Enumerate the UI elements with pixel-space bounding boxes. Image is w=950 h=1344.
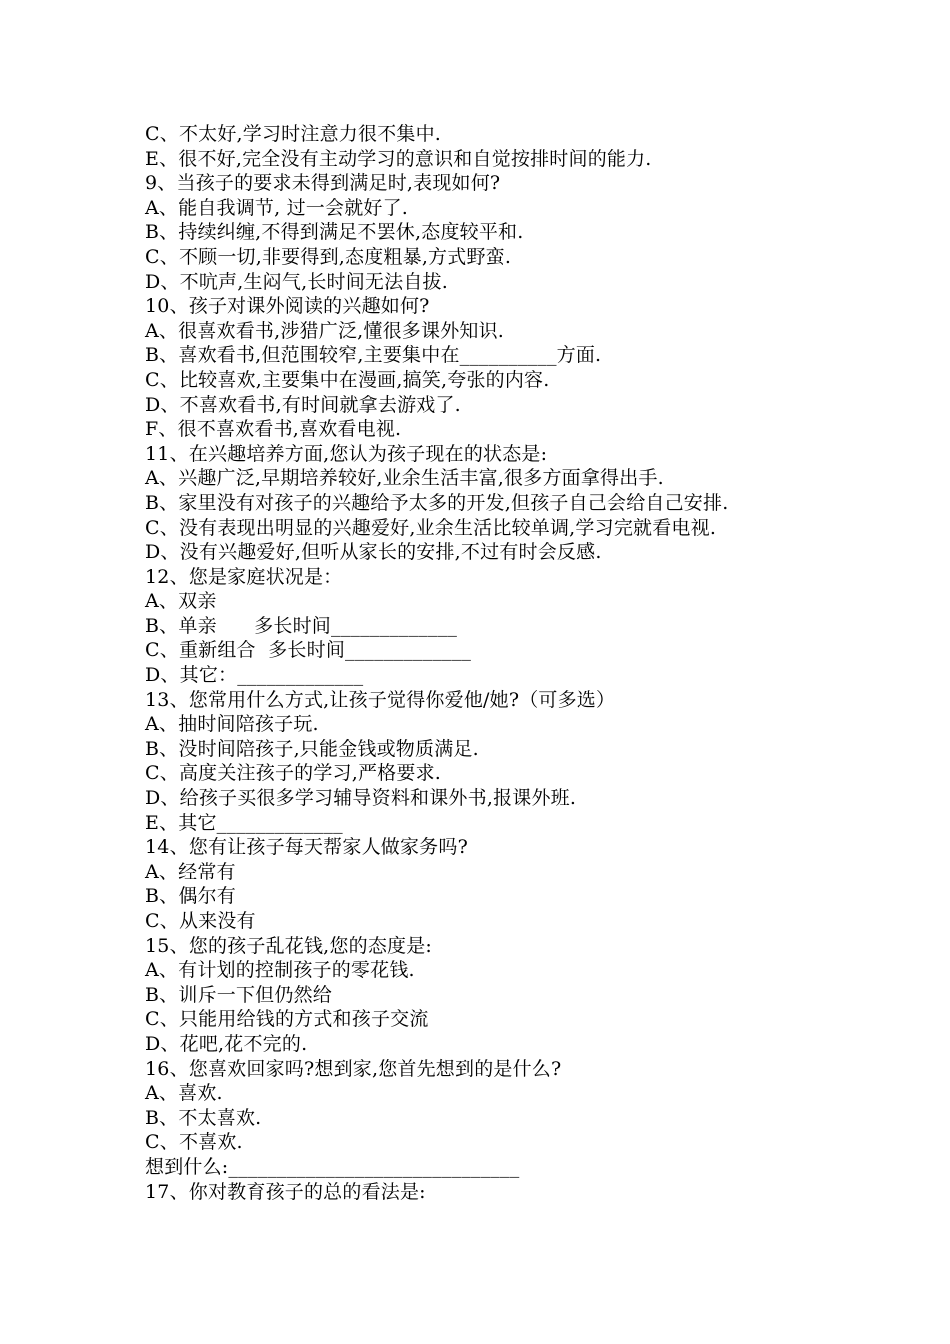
option-line: F、很不喜欢看书,喜欢看电视. [145, 418, 402, 441]
option-line: C、不喜欢. [145, 1131, 243, 1154]
option-line: B、没时间陪孩子,只能金钱或物质满足. [145, 737, 479, 760]
option-line: A、抽时间陪孩子玩. [145, 713, 319, 736]
option-line: A、很喜欢看书,涉猎广泛,懂很多课外知识. [145, 319, 505, 342]
question-line: 15、您的孩子乱花钱,您的态度是: [145, 934, 433, 957]
question-line: 10、孩子对课外阅读的兴趣如何? [145, 295, 430, 318]
option-line: A、喜欢. [145, 1082, 223, 1105]
option-line: D、花吧,花不完的. [145, 1032, 308, 1055]
option-line: B、持续纠缠,不得到满足不罢休,态度较平和. [145, 221, 524, 244]
questionnaire-page [145, 122, 865, 1204]
option-line: D、不喜欢看书,有时间就拿去游戏了. [145, 393, 461, 416]
option-line: B、不太喜欢. [145, 1106, 262, 1129]
option-line: E、其它_____________ [145, 811, 343, 834]
fill-in-line: 想到什么:______________________________ [145, 1155, 520, 1178]
option-line: B、偶尔有 [145, 885, 236, 908]
option-line: C、只能用给钱的方式和孩子交流 [145, 1008, 429, 1031]
question-line: 12、您是家庭状况是： [145, 565, 343, 588]
question-line: 17、你对教育孩子的总的看法是: [145, 1180, 426, 1203]
option-line: B、单亲 多长时间_____________ [145, 614, 458, 637]
option-line: D、其它：_____________ [145, 664, 364, 687]
option-line: A、有计划的控制孩子的零花钱. [145, 959, 415, 982]
option-line: D、给孩子买很多学习辅导资料和课外书,报课外班. [145, 787, 577, 810]
option-line: C、比较喜欢,主要集中在漫画,搞笑,夸张的内容. [145, 368, 550, 391]
question-line: 14、您有让孩子每天帮家人做家务吗? [145, 836, 468, 859]
option-line: B、喜欢看书,但范围较窄,主要集中在__________方面. [145, 344, 602, 367]
option-line: C、重新组合 多长时间_____________ [145, 639, 472, 662]
option-line: D、不吭声,生闷气,长时间无法自拔. [145, 270, 448, 293]
option-line: B、家里没有对孩子的兴趣给予太多的开发,但孩子自己会给自己安排. [145, 491, 729, 514]
option-line: A、经常有 [145, 860, 236, 883]
option-line: C、没有表现出明显的兴趣爱好,业余生活比较单调,学习完就看电视. [145, 516, 717, 539]
option-line: C、不顾一切,非要得到,态度粗暴,方式野蛮. [145, 245, 512, 268]
option-line: A、双亲 [145, 590, 217, 613]
option-line: C、高度关注孩子的学习,严格要求. [145, 762, 442, 785]
option-line: C、从来没有 [145, 910, 256, 932]
question-line: 13、您常用什么方式,让孩子觉得你爱他/她?（可多选） [145, 688, 616, 711]
question-line: 9、当孩子的要求未得到满足时,表现如何? [145, 172, 501, 195]
option-line: C、不太好,学习时注意力很不集中. [145, 123, 442, 145]
option-line: B、训斥一下但仍然给 [145, 983, 332, 1006]
option-line: D、没有兴趣爱好,但听从家长的安排,不过有时会反感. [145, 541, 602, 564]
question-line: 11、在兴趣培养方面,您认为孩子现在的状态是: [145, 442, 548, 465]
option-line: A、兴趣广泛,早期培养较好,业余生活丰富,很多方面拿得出手. [145, 467, 664, 490]
option-line: A、能自我调节, 过一会就好了. [145, 196, 409, 219]
option-line: E、很不好,完全没有主动学习的意识和自觉按排时间的能力. [145, 147, 652, 170]
question-line: 16、您喜欢回家吗?想到家,您首先想到的是什么? [145, 1057, 562, 1080]
